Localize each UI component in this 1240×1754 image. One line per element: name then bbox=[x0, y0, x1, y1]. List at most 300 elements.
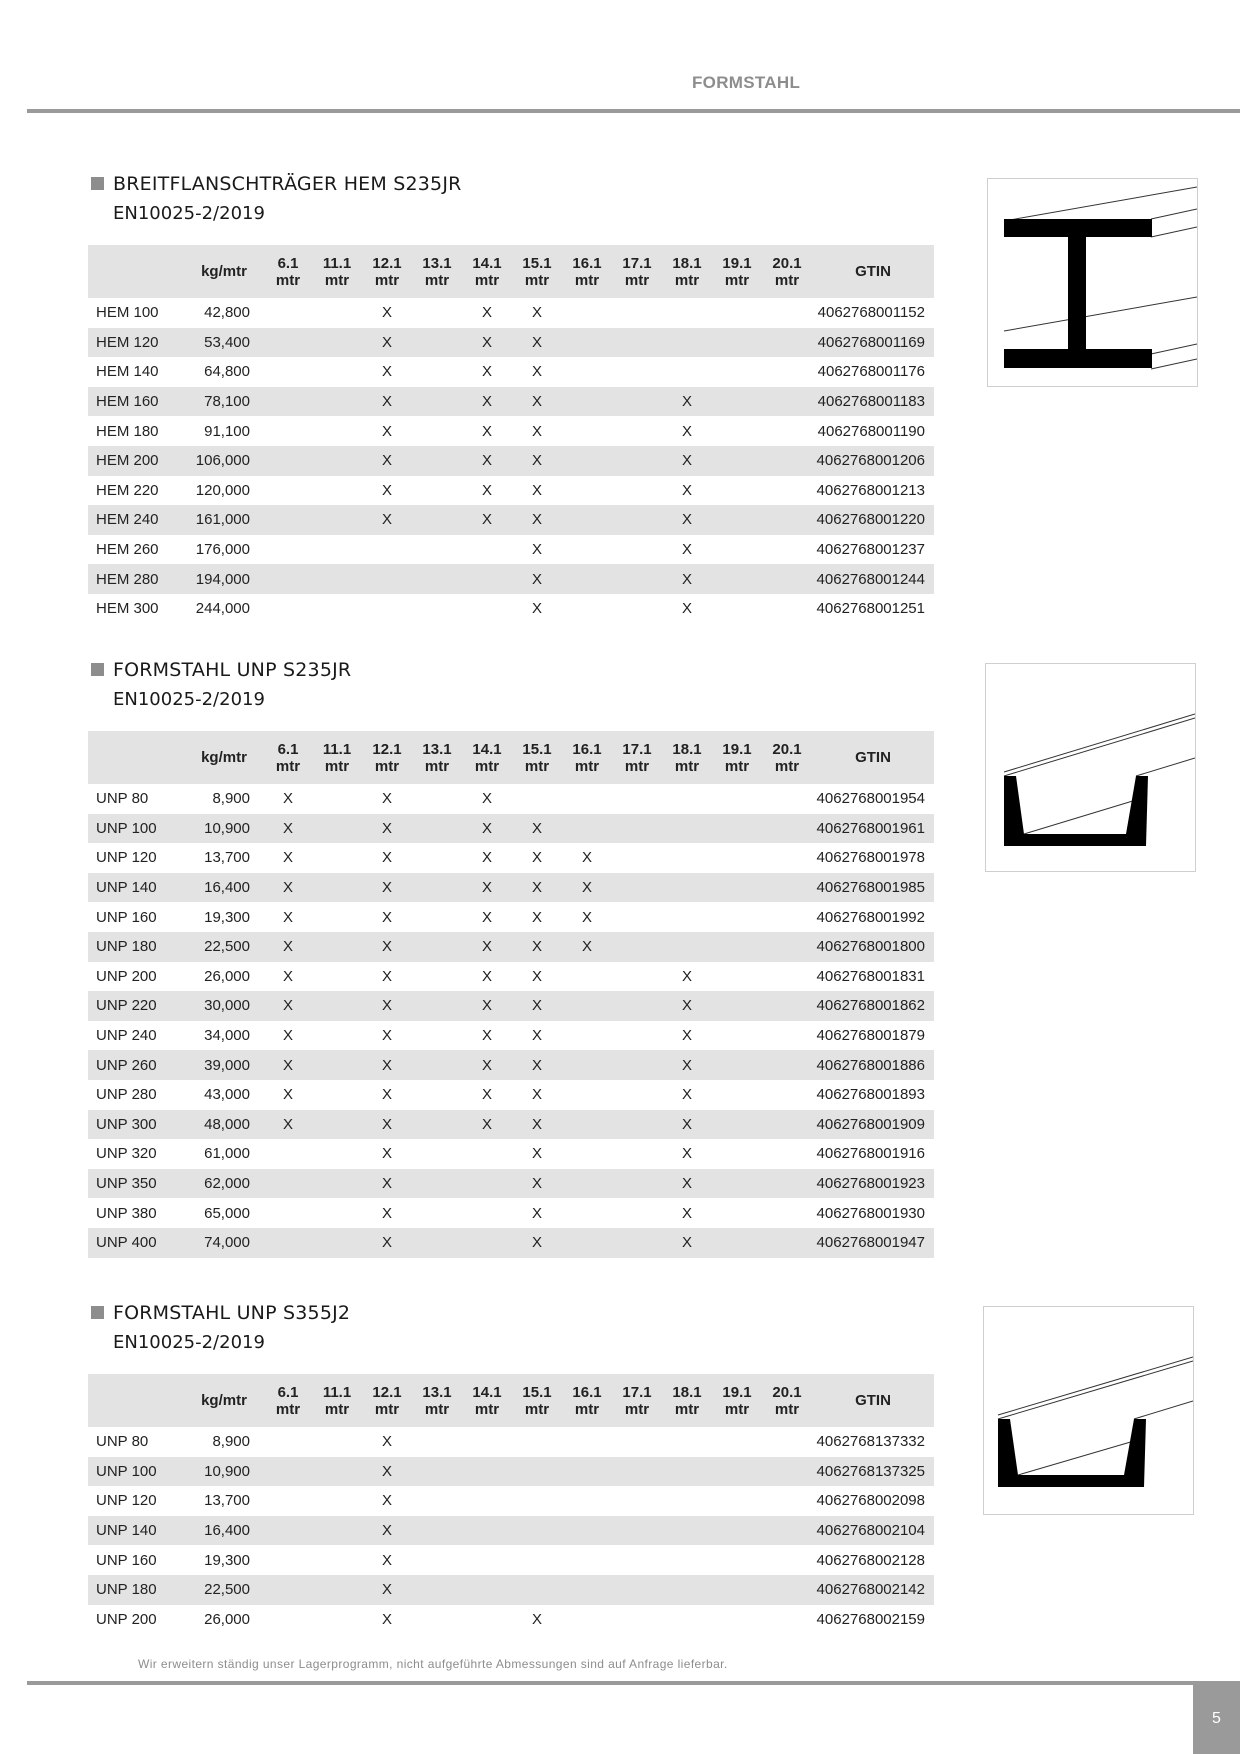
availability-mark: X bbox=[381, 511, 392, 529]
availability-mark bbox=[562, 535, 612, 565]
availability-mark bbox=[562, 357, 612, 387]
availability-mark: X bbox=[481, 363, 492, 381]
availability-mark: X bbox=[681, 967, 692, 985]
availability-mark bbox=[612, 594, 662, 624]
availability-mark bbox=[562, 387, 612, 417]
profile-name: HEM 160 bbox=[96, 393, 159, 411]
availability-mark bbox=[562, 328, 612, 358]
availability-mark bbox=[264, 1605, 312, 1635]
availability-mark bbox=[412, 535, 462, 565]
availability-mark: X bbox=[531, 1115, 542, 1133]
availability-mark bbox=[662, 328, 712, 358]
header-cell-length bbox=[662, 1374, 712, 1427]
availability-mark bbox=[412, 1198, 462, 1228]
availability-mark: X bbox=[531, 1086, 542, 1104]
availability-mark: X bbox=[681, 422, 692, 440]
gtin-code: 4062768001879 bbox=[816, 1027, 925, 1045]
profile-name: UNP 280 bbox=[96, 1086, 157, 1104]
availability-mark bbox=[662, 1427, 712, 1457]
availability-mark bbox=[562, 962, 612, 992]
availability-mark bbox=[612, 505, 662, 535]
table-row bbox=[88, 991, 934, 1021]
availability-mark bbox=[462, 1575, 512, 1605]
availability-mark bbox=[562, 1080, 612, 1110]
header-cell-length bbox=[362, 1374, 412, 1427]
availability-mark bbox=[312, 357, 362, 387]
availability-mark bbox=[762, 594, 812, 624]
availability-mark bbox=[412, 1575, 462, 1605]
weight-per-meter: 13,700 bbox=[204, 849, 250, 867]
availability-mark bbox=[562, 594, 612, 624]
availability-mark bbox=[712, 594, 762, 624]
availability-mark bbox=[264, 594, 312, 624]
table-row bbox=[88, 1050, 934, 1080]
availability-mark bbox=[712, 1457, 762, 1487]
weight-per-meter: 74,000 bbox=[204, 1234, 250, 1252]
availability-mark bbox=[712, 962, 762, 992]
availability-mark bbox=[312, 902, 362, 932]
length-value: 12.1 bbox=[372, 1383, 402, 1401]
length-value: 16.1 bbox=[572, 740, 602, 758]
availability-mark bbox=[512, 1486, 562, 1516]
availability-mark bbox=[412, 1228, 462, 1258]
gtin-code: 4062768001978 bbox=[816, 849, 925, 867]
header-cell-length bbox=[612, 731, 662, 784]
table-header-row bbox=[88, 731, 934, 784]
availability-mark bbox=[264, 416, 312, 446]
availability-mark bbox=[712, 1169, 762, 1199]
profile-name: HEM 200 bbox=[96, 452, 159, 470]
availability-mark bbox=[712, 1139, 762, 1169]
length-value: 6.1 bbox=[277, 740, 299, 758]
gtin-code: 4062768001244 bbox=[816, 570, 925, 588]
length-unit: mtr bbox=[674, 1400, 700, 1418]
table-row bbox=[88, 1228, 934, 1258]
table-header-row bbox=[88, 1374, 934, 1427]
availability-mark bbox=[264, 564, 312, 594]
availability-mark: X bbox=[531, 1145, 542, 1163]
header-cell-kg: kg/mtr bbox=[201, 263, 247, 280]
availability-mark: X bbox=[531, 849, 542, 867]
weight-per-meter: 39,000 bbox=[204, 1056, 250, 1074]
availability-mark bbox=[612, 1486, 662, 1516]
availability-mark bbox=[712, 328, 762, 358]
availability-mark: X bbox=[581, 938, 592, 956]
availability-mark bbox=[312, 476, 362, 506]
header-cell-length bbox=[412, 1374, 462, 1427]
length-unit: mtr bbox=[774, 757, 800, 775]
length-unit: mtr bbox=[624, 757, 650, 775]
length-unit: mtr bbox=[724, 271, 750, 289]
availability-mark bbox=[762, 1050, 812, 1080]
availability-mark bbox=[562, 784, 612, 814]
availability-mark bbox=[712, 991, 762, 1021]
weight-per-meter: 34,000 bbox=[204, 1027, 250, 1045]
availability-mark bbox=[762, 902, 812, 932]
weight-per-meter: 176,000 bbox=[195, 541, 250, 559]
length-unit: mtr bbox=[474, 757, 500, 775]
availability-mark bbox=[612, 1169, 662, 1199]
weight-per-meter: 161,000 bbox=[195, 511, 250, 529]
header-cell-length bbox=[612, 245, 662, 298]
availability-mark: X bbox=[531, 997, 542, 1015]
gtin-code: 4062768001985 bbox=[816, 879, 925, 897]
availability-mark: X bbox=[681, 1234, 692, 1252]
length-value: 12.1 bbox=[372, 740, 402, 758]
availability-mark bbox=[312, 1198, 362, 1228]
gtin-code: 4062768001169 bbox=[817, 333, 925, 351]
availability-mark: X bbox=[531, 393, 542, 411]
availability-mark bbox=[762, 416, 812, 446]
table-row bbox=[88, 1139, 934, 1169]
weight-per-meter: 10,900 bbox=[204, 819, 250, 837]
header-cell-empty bbox=[88, 245, 184, 298]
gtin-code: 4062768002142 bbox=[816, 1581, 925, 1599]
availability-mark bbox=[562, 1605, 612, 1635]
availability-mark: X bbox=[531, 333, 542, 351]
table-row bbox=[88, 843, 934, 873]
availability-mark bbox=[562, 1545, 612, 1575]
length-unit: mtr bbox=[324, 1400, 350, 1418]
availability-mark bbox=[312, 1605, 362, 1635]
availability-mark bbox=[712, 1021, 762, 1051]
availability-mark bbox=[762, 1139, 812, 1169]
length-unit: mtr bbox=[424, 271, 450, 289]
availability-mark bbox=[462, 1516, 512, 1546]
availability-mark: X bbox=[531, 422, 542, 440]
availability-mark bbox=[662, 1457, 712, 1487]
weight-per-meter: 22,500 bbox=[204, 1581, 250, 1599]
availability-mark: X bbox=[381, 1551, 392, 1569]
availability-mark bbox=[612, 932, 662, 962]
availability-mark bbox=[712, 505, 762, 535]
availability-mark: X bbox=[681, 1175, 692, 1193]
gtin-code: 4062768001992 bbox=[816, 908, 925, 926]
availability-mark bbox=[412, 1486, 462, 1516]
availability-mark: X bbox=[381, 333, 392, 351]
length-unit: mtr bbox=[574, 1400, 600, 1418]
length-value: 14.1 bbox=[472, 740, 502, 758]
header-cell-length bbox=[462, 1374, 512, 1427]
availability-mark bbox=[712, 843, 762, 873]
length-unit: mtr bbox=[424, 1400, 450, 1418]
availability-mark: X bbox=[681, 452, 692, 470]
availability-mark bbox=[312, 873, 362, 903]
length-value: 14.1 bbox=[472, 1383, 502, 1401]
availability-mark: X bbox=[381, 304, 392, 322]
availability-mark: X bbox=[381, 1175, 392, 1193]
header-cell-length bbox=[264, 245, 312, 298]
length-unit: mtr bbox=[674, 757, 700, 775]
availability-mark: X bbox=[481, 304, 492, 322]
header-cell-length bbox=[264, 731, 312, 784]
availability-mark bbox=[662, 298, 712, 328]
availability-mark: X bbox=[381, 819, 392, 837]
section-bullet-icon bbox=[91, 1306, 104, 1319]
availability-mark bbox=[462, 1605, 512, 1635]
header-cell-gtin: GTIN bbox=[855, 1392, 891, 1409]
availability-mark bbox=[412, 594, 462, 624]
availability-mark: X bbox=[531, 1175, 542, 1193]
profile-name: UNP 200 bbox=[96, 1610, 157, 1628]
weight-per-meter: 19,300 bbox=[204, 908, 250, 926]
gtin-code: 4062768001916 bbox=[816, 1145, 925, 1163]
availability-mark bbox=[762, 1605, 812, 1635]
availability-mark bbox=[412, 1457, 462, 1487]
weight-per-meter: 26,000 bbox=[204, 967, 250, 985]
length-unit: mtr bbox=[524, 1400, 550, 1418]
availability-mark bbox=[362, 564, 412, 594]
length-unit: mtr bbox=[474, 271, 500, 289]
availability-mark bbox=[312, 1457, 362, 1487]
availability-mark: X bbox=[282, 938, 293, 956]
header-cell-length bbox=[462, 245, 512, 298]
gtin-code: 4062768001947 bbox=[816, 1234, 925, 1252]
availability-mark bbox=[712, 298, 762, 328]
length-value: 11.1 bbox=[322, 1383, 352, 1401]
table-row bbox=[88, 902, 934, 932]
availability-mark: X bbox=[481, 1027, 492, 1045]
availability-mark bbox=[264, 1198, 312, 1228]
header-cell-length bbox=[362, 731, 412, 784]
gtin-code: 4062768001831 bbox=[816, 967, 925, 985]
availability-mark bbox=[512, 1516, 562, 1546]
header-cell-length bbox=[412, 731, 462, 784]
availability-mark bbox=[612, 991, 662, 1021]
profile-name: HEM 220 bbox=[96, 481, 159, 499]
header-cell-length bbox=[312, 245, 362, 298]
gtin-code: 4062768001923 bbox=[816, 1175, 925, 1193]
availability-mark bbox=[412, 784, 462, 814]
section-title-text: FORMSTAHL UNP S235JR bbox=[113, 659, 352, 681]
weight-per-meter: 42,800 bbox=[204, 304, 250, 322]
table-row bbox=[88, 387, 934, 417]
length-unit: mtr bbox=[624, 271, 650, 289]
availability-mark bbox=[412, 1516, 462, 1546]
availability-mark: X bbox=[282, 1027, 293, 1045]
header-cell-length bbox=[412, 245, 462, 298]
availability-mark bbox=[762, 1080, 812, 1110]
header-cell-length bbox=[612, 1374, 662, 1427]
availability-mark bbox=[562, 1021, 612, 1051]
availability-mark bbox=[562, 1110, 612, 1140]
availability-mark bbox=[312, 505, 362, 535]
table-row bbox=[88, 1198, 934, 1228]
gtin-code: 4062768001862 bbox=[816, 997, 925, 1015]
availability-mark bbox=[312, 1486, 362, 1516]
profile-name: UNP 120 bbox=[96, 849, 157, 867]
page-header-title: FORMSTAHL bbox=[692, 73, 801, 92]
availability-mark bbox=[762, 1427, 812, 1457]
length-value: 12.1 bbox=[372, 254, 402, 272]
availability-mark bbox=[462, 535, 512, 565]
availability-mark bbox=[762, 932, 812, 962]
length-value: 17.1 bbox=[622, 254, 652, 272]
availability-mark bbox=[712, 1080, 762, 1110]
length-value: 11.1 bbox=[322, 740, 352, 758]
availability-mark: X bbox=[531, 1056, 542, 1074]
availability-mark bbox=[662, 1545, 712, 1575]
header-cell-length bbox=[762, 245, 812, 298]
header-cell-length bbox=[512, 731, 562, 784]
availability-mark bbox=[412, 1545, 462, 1575]
availability-mark bbox=[512, 1457, 562, 1487]
availability-mark bbox=[712, 873, 762, 903]
availability-mark: X bbox=[381, 452, 392, 470]
availability-mark: X bbox=[681, 1056, 692, 1074]
availability-mark: X bbox=[381, 1581, 392, 1599]
section-title bbox=[88, 173, 934, 199]
availability-mark bbox=[762, 1228, 812, 1258]
availability-mark bbox=[412, 1021, 462, 1051]
section-standard: EN10025-2/2019 bbox=[113, 203, 265, 224]
availability-mark bbox=[312, 298, 362, 328]
availability-mark bbox=[762, 843, 812, 873]
availability-mark bbox=[312, 416, 362, 446]
table-row bbox=[88, 298, 934, 328]
table-row bbox=[88, 1486, 934, 1516]
availability-mark: X bbox=[282, 1086, 293, 1104]
availability-mark bbox=[612, 1139, 662, 1169]
availability-mark bbox=[412, 1110, 462, 1140]
length-unit: mtr bbox=[474, 1400, 500, 1418]
profile-name: UNP 180 bbox=[96, 1581, 157, 1599]
availability-mark bbox=[762, 1169, 812, 1199]
header-cell-gtin: GTIN bbox=[855, 749, 891, 766]
section-title bbox=[88, 659, 934, 685]
availability-mark: X bbox=[531, 481, 542, 499]
table-row bbox=[88, 1427, 934, 1457]
availability-mark bbox=[612, 476, 662, 506]
availability-mark bbox=[312, 1139, 362, 1169]
page-number: 5 bbox=[1193, 1685, 1240, 1754]
availability-mark bbox=[612, 1575, 662, 1605]
gtin-code: 4062768001251 bbox=[816, 600, 925, 618]
profile-name: UNP 260 bbox=[96, 1056, 157, 1074]
availability-mark bbox=[462, 1427, 512, 1457]
header-cell-length bbox=[312, 731, 362, 784]
availability-mark: X bbox=[481, 1056, 492, 1074]
availability-mark bbox=[662, 873, 712, 903]
length-value: 19.1 bbox=[722, 1383, 752, 1401]
section-standard: EN10025-2/2019 bbox=[113, 689, 265, 710]
gtin-code: 4062768001190 bbox=[817, 422, 925, 440]
availability-mark: X bbox=[381, 1492, 392, 1510]
availability-mark bbox=[762, 1457, 812, 1487]
section-hem-s235jr bbox=[88, 173, 934, 624]
weight-per-meter: 26,000 bbox=[204, 1610, 250, 1628]
availability-mark: X bbox=[381, 849, 392, 867]
availability-mark bbox=[612, 902, 662, 932]
availability-mark bbox=[612, 962, 662, 992]
availability-mark bbox=[412, 1050, 462, 1080]
availability-mark bbox=[462, 1198, 512, 1228]
header-cell-length bbox=[662, 245, 712, 298]
availability-mark: X bbox=[531, 967, 542, 985]
length-value: 18.1 bbox=[672, 1383, 702, 1401]
availability-mark bbox=[412, 932, 462, 962]
profile-name: UNP 300 bbox=[96, 1115, 157, 1133]
availability-mark bbox=[762, 505, 812, 535]
availability-mark: X bbox=[531, 908, 542, 926]
availability-mark bbox=[562, 298, 612, 328]
weight-per-meter: 30,000 bbox=[204, 997, 250, 1015]
section-unp-s235jr bbox=[88, 659, 934, 1258]
availability-mark bbox=[264, 328, 312, 358]
availability-mark bbox=[712, 1110, 762, 1140]
length-value: 15.1 bbox=[522, 1383, 552, 1401]
availability-mark: X bbox=[381, 1522, 392, 1540]
weight-per-meter: 194,000 bbox=[195, 570, 250, 588]
availability-mark: X bbox=[381, 879, 392, 897]
availability-mark bbox=[612, 1545, 662, 1575]
availability-mark bbox=[612, 1516, 662, 1546]
availability-mark: X bbox=[381, 1462, 392, 1480]
availability-mark: X bbox=[581, 849, 592, 867]
availability-mark bbox=[412, 873, 462, 903]
table-row bbox=[88, 962, 934, 992]
availability-mark bbox=[512, 1427, 562, 1457]
availability-mark bbox=[562, 1486, 612, 1516]
gtin-code: 4062768001930 bbox=[816, 1204, 925, 1222]
availability-mark bbox=[512, 1545, 562, 1575]
profile-name: HEM 140 bbox=[96, 363, 159, 381]
availability-mark bbox=[562, 1427, 612, 1457]
availability-mark bbox=[712, 357, 762, 387]
availability-mark bbox=[612, 784, 662, 814]
header-cell-length bbox=[562, 245, 612, 298]
header-cell-length bbox=[512, 1374, 562, 1427]
availability-mark: X bbox=[282, 819, 293, 837]
availability-mark bbox=[612, 298, 662, 328]
length-value: 17.1 bbox=[622, 740, 652, 758]
availability-mark: X bbox=[681, 1027, 692, 1045]
availability-mark: X bbox=[531, 819, 542, 837]
table-row bbox=[88, 357, 934, 387]
availability-mark: X bbox=[381, 938, 392, 956]
availability-mark: X bbox=[681, 1086, 692, 1104]
availability-mark bbox=[312, 932, 362, 962]
length-value: 16.1 bbox=[572, 1383, 602, 1401]
availability-mark bbox=[612, 535, 662, 565]
length-value: 15.1 bbox=[522, 740, 552, 758]
availability-mark: X bbox=[282, 1115, 293, 1133]
availability-mark bbox=[264, 1139, 312, 1169]
availability-mark: X bbox=[681, 997, 692, 1015]
availability-mark bbox=[462, 1457, 512, 1487]
length-unit: mtr bbox=[324, 757, 350, 775]
availability-mark: X bbox=[481, 452, 492, 470]
availability-mark: X bbox=[381, 967, 392, 985]
availability-mark bbox=[712, 564, 762, 594]
section-title-text: BREITFLANSCHTRÄGER HEM S235JR bbox=[113, 173, 462, 195]
length-value: 19.1 bbox=[722, 740, 752, 758]
availability-mark: X bbox=[531, 570, 542, 588]
length-unit: mtr bbox=[724, 757, 750, 775]
availability-mark bbox=[264, 505, 312, 535]
table-row bbox=[88, 446, 934, 476]
profile-name: UNP 160 bbox=[96, 1551, 157, 1569]
availability-mark: X bbox=[531, 1204, 542, 1222]
length-unit: mtr bbox=[524, 757, 550, 775]
availability-mark bbox=[612, 1021, 662, 1051]
length-unit: mtr bbox=[374, 757, 400, 775]
availability-mark bbox=[712, 1198, 762, 1228]
availability-mark bbox=[712, 1545, 762, 1575]
weight-per-meter: 64,800 bbox=[204, 363, 250, 381]
availability-mark bbox=[612, 446, 662, 476]
availability-mark: X bbox=[381, 1610, 392, 1628]
